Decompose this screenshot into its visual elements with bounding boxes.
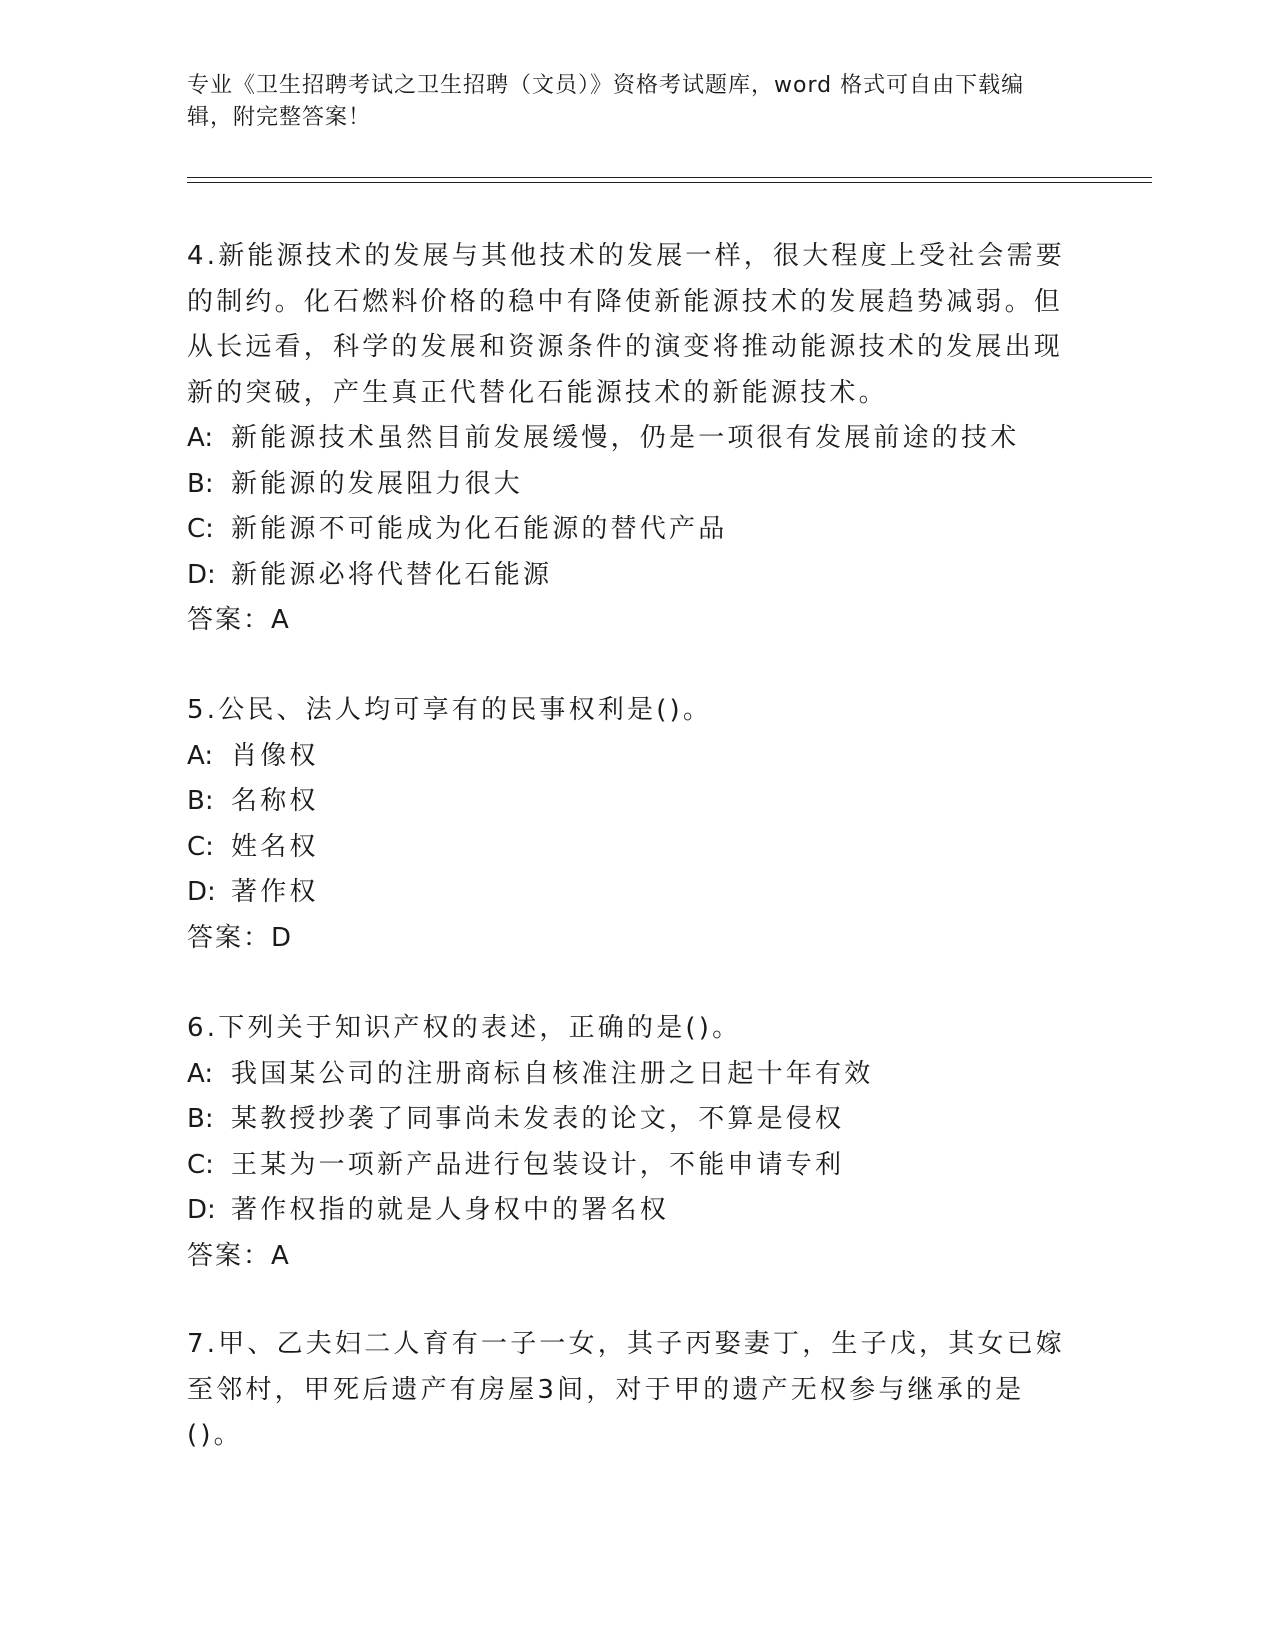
option-text: 新能源不可能成为化石能源的替代产品: [231, 514, 728, 544]
answer-line: 答案：A: [187, 605, 291, 635]
option-text: 我国某公司的注册商标自核准注册之日起十年有效: [231, 1058, 874, 1089]
option-c: [187, 825, 1067, 871]
question-4: [187, 234, 1067, 644]
option-text: 姓名权: [231, 831, 319, 862]
option-a: [187, 734, 1067, 780]
answer-line: 答案：A: [187, 1240, 291, 1271]
question-stem: 5.公民、法人均可享有的民事权利是()。: [187, 695, 713, 725]
question-stem: 4.新能源技术的发展与其他技术的发展一样，很大程度上受社会需要的制约。化石燃料价格的稳中有降使新能源技术的发展趋势减弱。但从长远看，科学的发展和资源条件的演变将推动能源技术的发展出现新的突破，产生真正代替化石能源技术的新能源技术。: [187, 241, 1066, 408]
question-stem: 6.下列关于知识产权的表述，正确的是()。: [187, 1013, 742, 1043]
option-key: A:: [187, 740, 214, 771]
option-b: [187, 779, 1067, 825]
option-c: [187, 1143, 1067, 1189]
option-key: C:: [187, 1149, 214, 1180]
answer-line: 答案：D: [187, 922, 294, 953]
option-key: B:: [187, 786, 214, 816]
option-key: A:: [187, 423, 214, 453]
option-d: [187, 1188, 1067, 1234]
option-key: A:: [187, 1058, 214, 1089]
option-d: [187, 553, 1067, 599]
option-key: C:: [187, 514, 214, 544]
question-stem: 7.甲、乙夫妇二人育有一子一女，其子丙娶妻丁，生子戊，其女已嫁至邻村，甲死后遗产有房屋3间，对于甲的遗产无权参与继承的是()。: [187, 1329, 1066, 1450]
option-b: [187, 462, 1067, 508]
option-key: B:: [187, 1104, 214, 1134]
option-key: B:: [187, 468, 214, 499]
header-divider-top: [187, 177, 1152, 178]
option-text: 新能源必将代替化石能源: [231, 559, 553, 590]
option-text: 著作权: [231, 877, 319, 907]
option-text: 新能源的发展阻力很大: [231, 468, 524, 499]
header-divider-bottom: [187, 182, 1152, 183]
option-text: 名称权: [231, 786, 319, 816]
option-a: [187, 1052, 1067, 1098]
option-text: 王某为一项新产品进行包装设计，不能申请专利: [231, 1149, 845, 1180]
option-text: 著作权指的就是人身权中的署名权: [231, 1195, 670, 1225]
option-a: [187, 416, 1067, 462]
option-d: [187, 870, 1067, 916]
option-text: 肖像权: [231, 740, 319, 771]
option-key: C:: [187, 831, 214, 862]
option-c: [187, 507, 1067, 553]
option-key: D:: [187, 559, 216, 590]
option-b: [187, 1097, 1067, 1143]
document-header: 专业《卫生招聘考试之卫生招聘（文员）》资格考试题库，word 格式可自由下载编辑，附完整答案！: [187, 73, 1025, 130]
option-text: 新能源技术虽然目前发展缓慢，仍是一项很有发展前途的技术: [231, 423, 1020, 453]
option-key: D:: [187, 1195, 216, 1225]
question-5: [187, 688, 1067, 961]
question-7: [187, 1322, 1067, 1459]
question-6: [187, 1006, 1067, 1279]
option-text: 某教授抄袭了同事尚未发表的论文，不算是侵权: [231, 1104, 845, 1134]
option-key: D:: [187, 877, 216, 907]
